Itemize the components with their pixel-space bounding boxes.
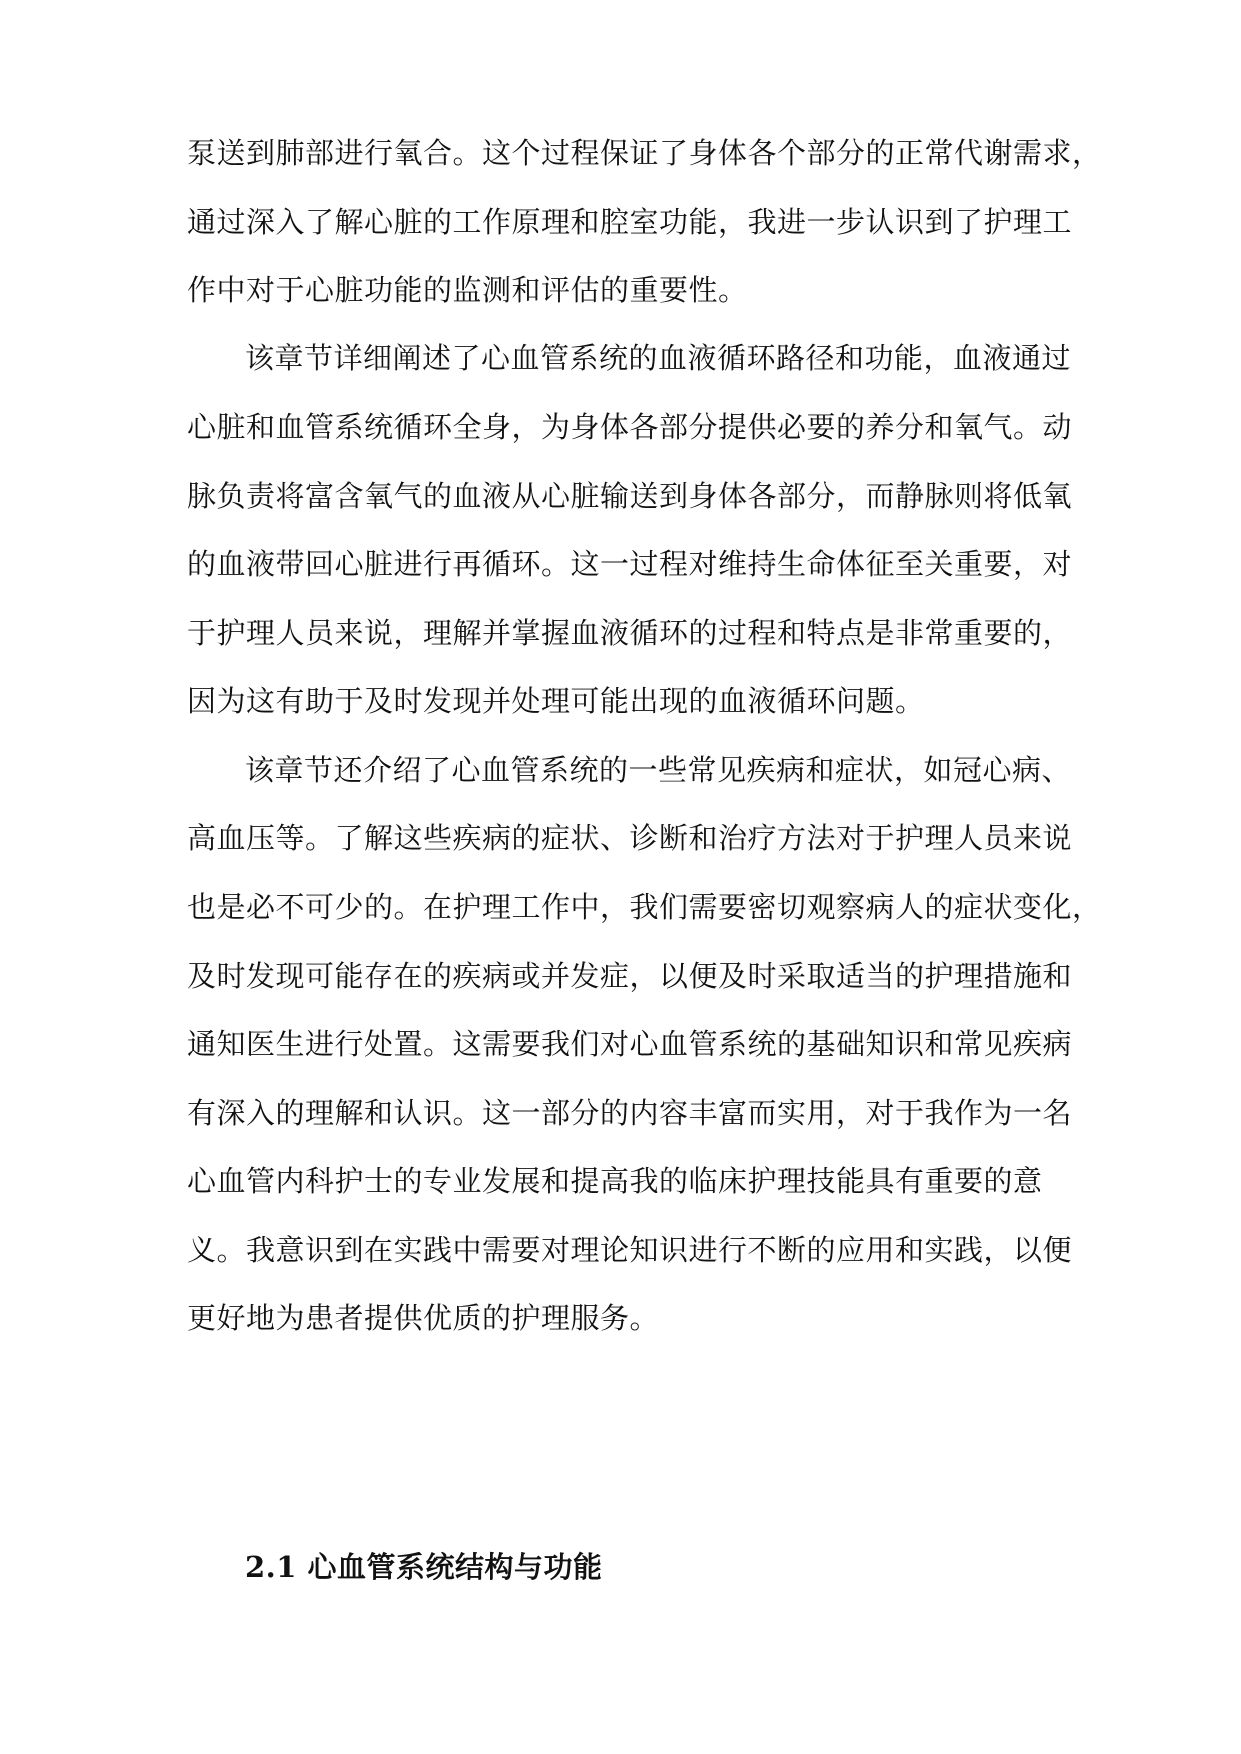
paragraph-1-line-1: 泵送到肺部进行氧合。这个过程保证了身体各个部分的正常代谢需求， [187,136,1102,170]
paragraph-2-line-2: 心脏和血管系统循环全身，为身体各部分提供必要的养分和氧气。动 [187,410,1073,444]
paragraph-3-line-4: 及时发现可能存在的疾病或并发症，以便及时采取适当的护理措施和 [187,959,1073,993]
paragraph-2-line-6: 因为这有助于及时发现并处理可能出现的血液循环问题。 [187,684,925,718]
paragraph-3-line-2: 高血压等。了解这些疾病的症状、诊断和治疗方法对于护理人员来说 [187,821,1073,855]
paragraph-3-line-9: 更好地为患者提供优质的护理服务。 [187,1301,660,1335]
paragraph-2-line-5: 于护理人员来说，理解并掌握血液循环的过程和特点是非常重要的， [187,616,1073,650]
paragraph-3-line-1: 该章节还介绍了心血管系统的一些常见疾病和症状，如冠心病、 [245,753,1072,787]
paragraph-3-line-3: 也是必不可少的。在护理工作中，我们需要密切观察病人的症状变化， [187,890,1102,924]
paragraph-3-line-6: 有深入的理解和认识。这一部分的内容丰富而实用，对于我作为一名 [187,1096,1073,1130]
paragraph-1-line-3: 作中对于心脏功能的监测和评估的重要性。 [187,273,748,307]
section-heading: 2.1 心血管系统结构与功能 [245,1550,603,1584]
paragraph-1-line-2: 通过深入了解心脏的工作原理和腔室功能，我进一步认识到了护理工 [187,205,1073,239]
paragraph-2-line-1: 该章节详细阐述了心血管系统的血液循环路径和功能，血液通过 [245,341,1072,375]
paragraph-3-line-5: 通知医生进行处置。这需要我们对心血管系统的基础知识和常见疾病 [187,1027,1073,1061]
paragraph-2-line-4: 的血液带回心脏进行再循环。这一过程对维持生命体征至关重要，对 [187,547,1073,581]
paragraph-3-line-8: 义。我意识到在实践中需要对理论知识进行不断的应用和实践，以便 [187,1233,1073,1267]
paragraph-2-line-3: 脉负责将富含氧气的血液从心脏输送到身体各部分，而静脉则将低氧 [187,479,1073,513]
paragraph-3-line-7: 心血管内科护士的专业发展和提高我的临床护理技能具有重要的意 [187,1164,1043,1198]
